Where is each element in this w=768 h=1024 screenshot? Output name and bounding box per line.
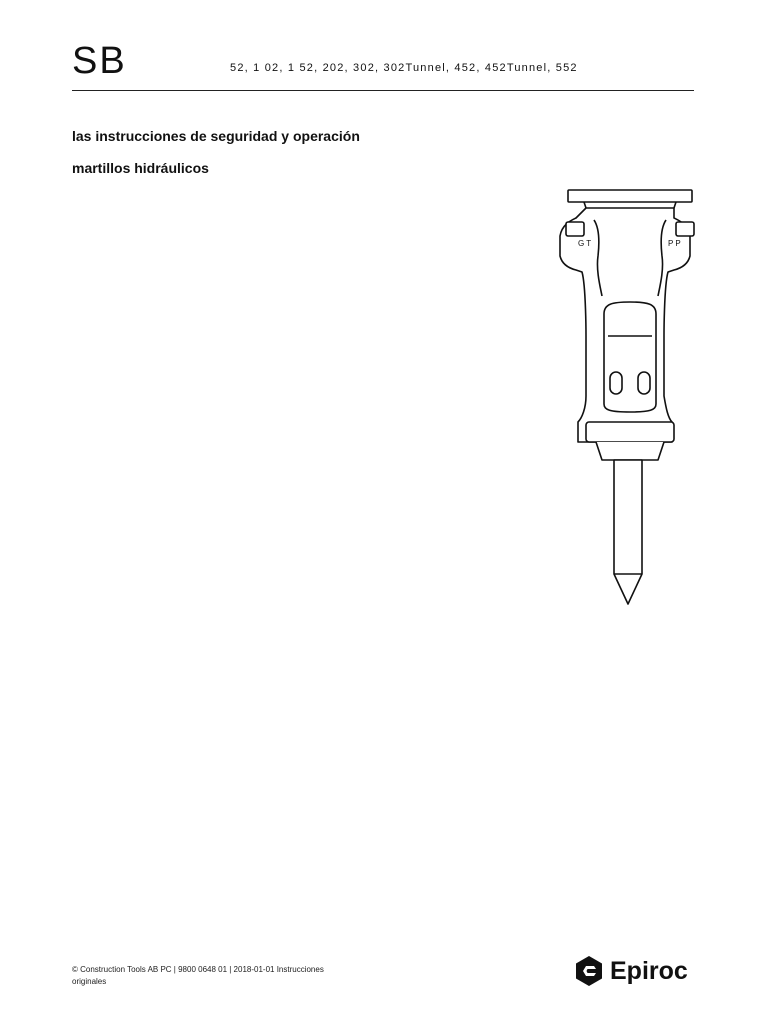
brand-name: Epiroc [610, 956, 688, 985]
epiroc-logo-icon [574, 955, 604, 987]
port-label-right: P P [668, 239, 681, 248]
product-series: SB [72, 40, 127, 82]
model-list: 52, 1 02, 1 52, 202, 302, 302Tunnel, 452, 452Tunnel, 552 [230, 62, 578, 74]
document-title: las instrucciones de seguridad y operación [72, 128, 360, 144]
hydraulic-breaker-illustration [550, 186, 710, 610]
header-divider [72, 90, 694, 91]
footer-copyright: © Construction Tools AB PC | 9800 0648 01 | 2018-01-01 Instrucciones originales [72, 965, 324, 986]
port-label-left: G T [578, 239, 592, 248]
document-subtitle: martillos hidráulicos [72, 160, 209, 176]
epiroc-logo [574, 954, 688, 988]
